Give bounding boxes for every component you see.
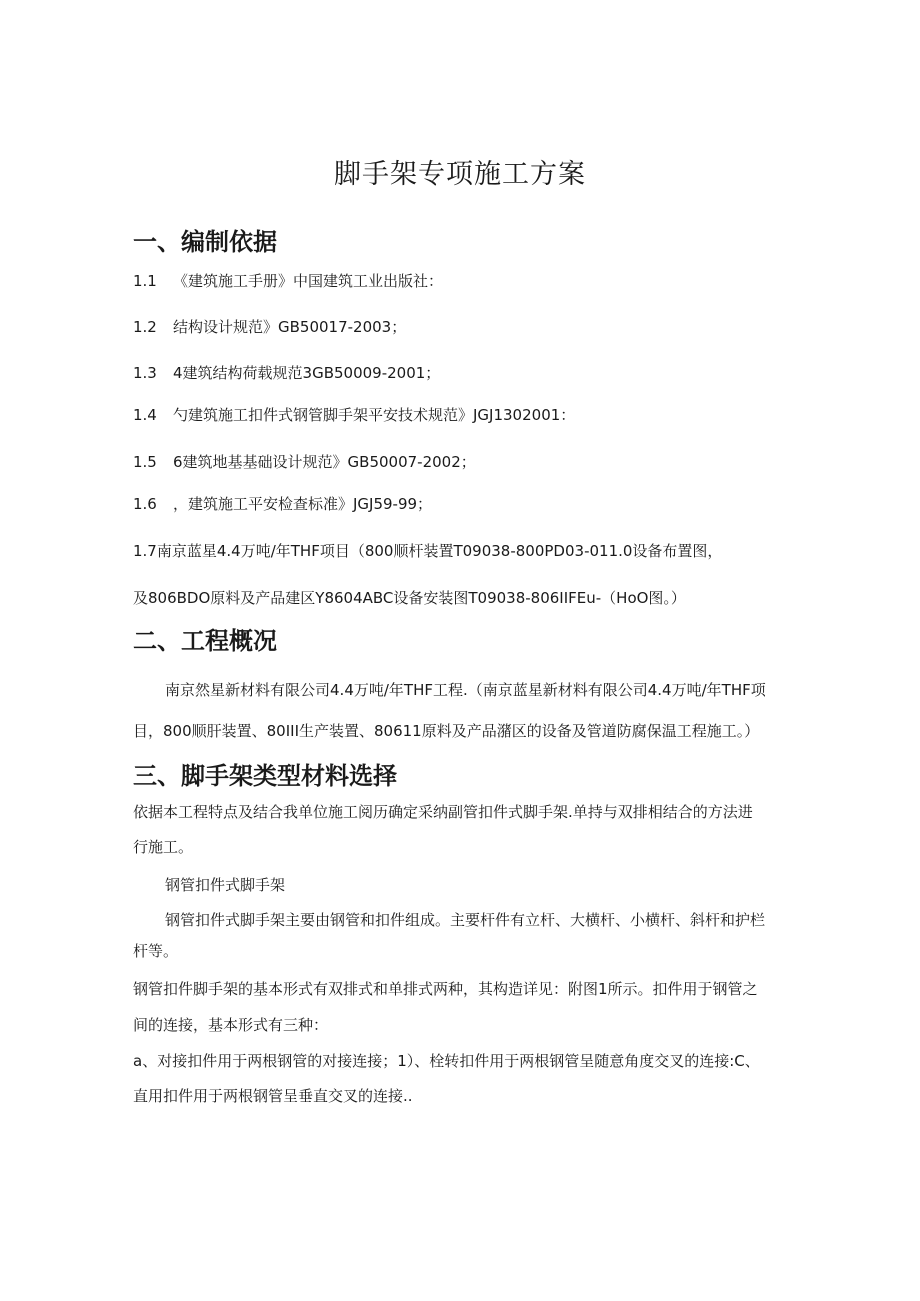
reference-text: 勺建筑施工扣件式钢管脚手架平安技术规范》JGJ1302001：: [173, 406, 576, 424]
scaffold-forms-line: 间的连接，基本形式有三种：: [133, 1016, 329, 1034]
overview-paragraph-line: 南京然星新材料有限公司4.4万吨/年THF工程.（南京蓝星新材料有限公司4.4万吨/年THF项: [165, 681, 766, 699]
section-heading-overview: 二、工程概况: [133, 627, 277, 655]
reference-item: [133, 493, 432, 514]
reference-number: 1.3: [133, 364, 157, 382]
reference-1-7-line: 及806BDO原料及产品建区Y8604ABC设备安装图T09038-806IIFEu-（HoO图。）: [133, 589, 686, 607]
reference-number: 1.1: [133, 272, 157, 290]
section-heading-basis: 一、编制依据: [133, 228, 277, 256]
reference-number: 1.6: [133, 495, 157, 513]
reference-text: 6建筑地基基础设计规范》GB50007-2002；: [173, 453, 476, 471]
scaffold-description-line: 杆等。: [133, 942, 179, 960]
reference-item: [133, 451, 476, 472]
reference-text: ，建筑施工平安检查标准》JGJ59-99；: [173, 495, 433, 513]
reference-item: [133, 270, 443, 291]
reference-item: [133, 362, 440, 383]
reference-number: 1.2: [133, 318, 157, 336]
subheading-steel-tube-scaffold: 钢管扣件式脚手架: [165, 876, 286, 894]
reference-item: [133, 316, 406, 337]
coupler-types-line: a、对接扣件用于两根钢管的对接连接；1）、栓转扣件用于两根钢管呈随意角度交叉的连接:C、: [133, 1052, 760, 1070]
section-heading-materials: 三、脚手架类型材料选择: [133, 762, 397, 790]
scaffold-description-line: 钢管扣件式脚手架主要由钢管和扣件组成。主要杆件有立杆、大横杆、小横杆、斜杆和护栏: [165, 911, 766, 929]
reference-item: [133, 404, 575, 425]
materials-intro-line: 行施工。: [133, 838, 194, 856]
reference-text: 结构设计规范》GB50017-2003；: [173, 318, 407, 336]
reference-number: 1.5: [133, 453, 157, 471]
reference-text: 《建筑施工手册》中国建筑工业出版社：: [173, 272, 444, 290]
materials-intro-line: 依据本工程特点及结合我单位施工阅历确定采纳副管扣件式脚手架.单持与双排相结合的方法进: [133, 803, 753, 821]
scaffold-forms-line: 钢管扣件脚手架的基本形式有双排式和单排式两种，其构造详见：附图1所示。扣件用于钢管之: [133, 980, 758, 998]
reference-1-7-line: 1.7南京蓝星4.4万吨/年THF项目（800顺杆装置T09038-800PD03-011.0设备布置图，: [133, 542, 723, 560]
overview-paragraph-line: 目，800顺肝装置、80III生产装置、80611原料及产品潴区的设备及管道防腐保温工程施工。）: [133, 722, 760, 740]
reference-number: 1.4: [133, 406, 157, 424]
coupler-types-line: 直用扣件用于两根钢管呈垂直交叉的连接..: [133, 1087, 413, 1105]
reference-text: 4建筑结构荷载规范3GB50009-2001；: [173, 364, 441, 382]
document-title: 脚手架专项施工方案: [334, 159, 586, 190]
